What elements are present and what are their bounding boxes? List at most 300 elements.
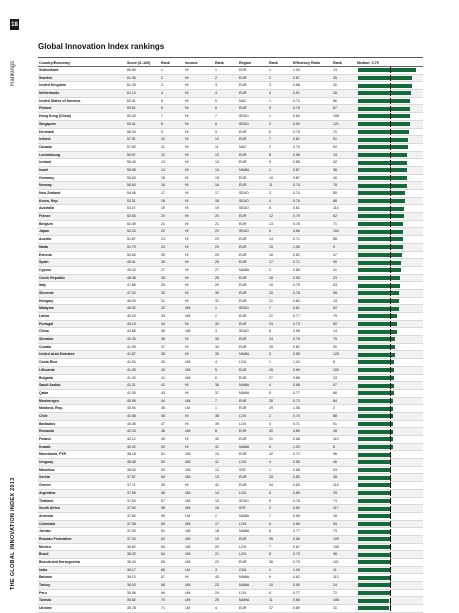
region-rank-cell: 29 — [268, 405, 292, 413]
income-rank-cell: 30 — [214, 289, 238, 297]
median-marker — [390, 83, 391, 89]
efficiency-ratio-cell: 0.79 — [292, 213, 332, 221]
efficiency-rank-cell: 18 — [332, 512, 356, 520]
region-rank-cell: 2 — [268, 143, 292, 151]
rank-cell: 11 — [160, 143, 184, 151]
region-rank-cell: 22 — [268, 313, 292, 321]
score-bar-cell — [356, 436, 423, 444]
efficiency-ratio-cell: 0.76 — [292, 105, 332, 113]
median-marker — [390, 106, 391, 112]
income-rank-cell: 24 — [214, 589, 238, 597]
income-rank-cell: 22 — [214, 228, 238, 236]
score-bar — [358, 414, 393, 418]
rank-cell: 13 — [160, 159, 184, 167]
country-cell: Latvia — [38, 313, 126, 321]
income-rank-cell: 1 — [214, 305, 238, 313]
table-row — [38, 159, 423, 167]
income-rank-cell: 26 — [214, 259, 238, 267]
region-rank-cell: 15 — [268, 243, 292, 251]
table-row — [38, 166, 423, 174]
efficiency-ratio-cell: 0.96 — [292, 151, 332, 159]
region-rank-cell: 30 — [268, 428, 292, 436]
efficiency-ratio-cell: 0.83 — [292, 474, 332, 482]
region-rank-cell: 19 — [268, 282, 292, 290]
efficiency-rank-cell: 8 — [332, 443, 356, 451]
efficiency-rank-cell: 100 — [332, 366, 356, 374]
efficiency-rank-cell: 28 — [332, 428, 356, 436]
score-bar — [358, 76, 412, 80]
score-cell: 56.57 — [126, 151, 160, 159]
efficiency-ratio-cell: 0.73 — [292, 397, 332, 405]
score-bar-cell — [356, 82, 423, 90]
rank-cell: 35 — [160, 328, 184, 336]
median-marker — [390, 459, 391, 465]
income-group-cell: HI — [184, 351, 214, 359]
score-cell: 35.96 — [126, 589, 160, 597]
header-score: Score (0–100) — [126, 59, 160, 67]
score-bar-cell — [356, 520, 423, 528]
region-rank-cell: 26 — [268, 366, 292, 374]
score-bar-track — [358, 76, 421, 80]
table-row — [38, 259, 423, 267]
efficiency-ratio-cell: 0.62 — [292, 574, 332, 582]
table-row — [38, 474, 423, 482]
country-cell: Austria — [38, 236, 126, 244]
table-row — [38, 528, 423, 536]
header-country: Country/Economy — [38, 59, 126, 67]
country-cell: Thailand — [38, 497, 126, 505]
table-row — [38, 220, 423, 228]
table-row — [38, 605, 423, 613]
table-row — [38, 389, 423, 397]
region-rank-cell: 7 — [268, 136, 292, 144]
score-cell: 37.60 — [126, 512, 160, 520]
region-rank-cell: 9 — [268, 159, 292, 167]
region-rank-cell: 2 — [268, 266, 292, 274]
country-cell: Mauritius — [38, 466, 126, 474]
median-marker — [390, 267, 391, 273]
income-group-cell: HI — [184, 412, 214, 420]
score-bar — [358, 545, 390, 549]
rank-cell: 50 — [160, 443, 184, 451]
score-bar — [358, 122, 410, 126]
score-bar-cell — [356, 313, 423, 321]
efficiency-rank-cell: 78 — [332, 182, 356, 190]
score-bar-track — [358, 514, 421, 518]
report-label: THE GLOBAL INNOVATION INDEX 2013 — [10, 477, 16, 590]
efficiency-ratio-cell: 0.75 — [292, 336, 332, 344]
region-rank-cell: 33 — [268, 474, 292, 482]
score-bar-track — [358, 553, 421, 557]
score-bar — [358, 314, 397, 318]
rank-cell: 49 — [160, 436, 184, 444]
score-cell: 40.33 — [126, 428, 160, 436]
score-bar-cell — [356, 366, 423, 374]
score-cell: 37.66 — [126, 489, 160, 497]
score-cell: 52.23 — [126, 228, 160, 236]
score-cell: 38.00 — [126, 466, 160, 474]
efficiency-ratio-cell: 0.98 — [292, 328, 332, 336]
income-group-cell: HI — [184, 190, 214, 198]
table-row — [38, 97, 423, 105]
median-marker — [390, 598, 391, 604]
table-row — [38, 451, 423, 459]
rank-cell: 17 — [160, 190, 184, 198]
region-cell: EUR — [238, 297, 268, 305]
region-cell: LCN — [238, 489, 268, 497]
score-bar — [358, 114, 410, 118]
median-marker — [390, 144, 391, 150]
table-row — [38, 443, 423, 451]
region-cell: LCN — [238, 359, 268, 367]
income-group-cell: HI — [184, 289, 214, 297]
country-cell: Estonia — [38, 251, 126, 259]
income-rank-cell: 4 — [214, 359, 238, 367]
score-bar-track — [358, 453, 421, 457]
region-rank-cell: 12 — [268, 213, 292, 221]
efficiency-rank-cell: 96 — [332, 451, 356, 459]
median-marker — [390, 444, 391, 450]
score-bar-track — [358, 314, 421, 318]
rank-cell: 7 — [160, 113, 184, 121]
efficiency-ratio-cell: 0.74 — [292, 412, 332, 420]
income-group-cell: HI — [184, 74, 214, 82]
income-group-cell: HI — [184, 259, 214, 267]
score-bar-track — [358, 353, 421, 357]
region-cell: EUR — [238, 243, 268, 251]
country-cell: Tunisia — [38, 597, 126, 605]
region-cell: SSF — [238, 505, 268, 513]
table-row — [38, 559, 423, 567]
median-marker — [390, 229, 391, 235]
region-cell: EUR — [238, 251, 268, 259]
efficiency-rank-cell: 75 — [332, 336, 356, 344]
median-marker — [390, 236, 391, 242]
efficiency-rank-cell: 88 — [332, 412, 356, 420]
score-bar-track — [358, 276, 421, 280]
rank-cell: 30 — [160, 289, 184, 297]
income-rank-cell: 1 — [214, 67, 238, 75]
country-cell: United Arab Emirates — [38, 351, 126, 359]
score-bar-track — [358, 337, 421, 341]
efficiency-rank-cell: 35 — [332, 74, 356, 82]
income-group-cell: HI — [184, 297, 214, 305]
country-cell: United States of America — [38, 97, 126, 105]
income-group-cell: HI — [184, 251, 214, 259]
region-rank-cell: 25 — [268, 343, 292, 351]
country-cell: South Africa — [38, 505, 126, 513]
median-marker — [390, 506, 391, 512]
country-cell: Moldova, Rep. — [38, 405, 126, 413]
efficiency-ratio-cell: 0.72 — [292, 451, 332, 459]
score-bar — [358, 268, 401, 272]
rank-cell: 4 — [160, 90, 184, 98]
score-bar-track — [358, 191, 421, 195]
table-row — [38, 412, 423, 420]
score-bar-cell — [356, 559, 423, 567]
rank-cell: 65 — [160, 559, 184, 567]
region-cell: EUR — [238, 82, 268, 90]
rank-cell: 43 — [160, 389, 184, 397]
efficiency-rank-cell: 40 — [332, 174, 356, 182]
region-rank-cell: 8 — [268, 151, 292, 159]
score-cell: 41.95 — [126, 343, 160, 351]
income-group-cell: UM — [184, 305, 214, 313]
median-marker — [390, 175, 391, 181]
score-bar-cell — [356, 190, 423, 198]
score-bar-track — [358, 68, 421, 72]
header-row — [38, 59, 423, 67]
score-bar-track — [358, 368, 421, 372]
income-rank-cell: 13 — [214, 474, 238, 482]
region-cell: CSA — [238, 566, 268, 574]
income-rank-cell: 40 — [214, 436, 238, 444]
rank-cell: 69 — [160, 589, 184, 597]
country-cell: Luxembourg — [38, 151, 126, 159]
region-cell: EUR — [238, 128, 268, 136]
income-group-cell: HI — [184, 205, 214, 213]
table-row — [38, 90, 423, 98]
score-cell: 57.60 — [126, 143, 160, 151]
region-rank-cell: 8 — [268, 551, 292, 559]
score-cell: 54.46 — [126, 190, 160, 198]
efficiency-rank-cell: 72 — [332, 589, 356, 597]
median-marker — [390, 390, 391, 396]
country-cell: Armenia — [38, 512, 126, 520]
score-bar-cell — [356, 466, 423, 474]
income-group-cell: HI — [184, 67, 214, 75]
score-cell: 42.25 — [126, 336, 160, 344]
efficiency-rank-cell: 84 — [332, 397, 356, 405]
score-cell: 36.24 — [126, 559, 160, 567]
score-bar-cell — [356, 251, 423, 259]
score-cell: 53.07 — [126, 205, 160, 213]
region-cell: NAWA — [238, 351, 268, 359]
rank-cell: 3 — [160, 82, 184, 90]
region-cell: EUR — [238, 213, 268, 221]
region-rank-cell: 1 — [268, 466, 292, 474]
efficiency-ratio-cell: 0.81 — [292, 305, 332, 313]
income-rank-cell: 24 — [214, 243, 238, 251]
region-cell: EUR — [238, 289, 268, 297]
score-bar — [358, 207, 404, 211]
header-region-rank: Rank — [268, 59, 292, 67]
table-row — [38, 566, 423, 574]
rank-cell: 57 — [160, 497, 184, 505]
country-cell: Peru — [38, 589, 126, 597]
score-bar-cell — [356, 120, 423, 128]
score-bar-track — [358, 99, 421, 103]
efficiency-rank-cell: 79 — [332, 313, 356, 321]
table-row — [38, 197, 423, 205]
table-row — [38, 105, 423, 113]
table-row — [38, 128, 423, 136]
country-cell: Malta — [38, 243, 126, 251]
country-cell: Turkey — [38, 582, 126, 590]
efficiency-ratio-cell: 0.82 — [292, 343, 332, 351]
score-bar — [358, 261, 401, 265]
rank-cell: 68 — [160, 582, 184, 590]
page-number: 18 — [10, 19, 19, 30]
score-bar — [358, 576, 390, 580]
efficiency-rank-cell: 51 — [332, 136, 356, 144]
efficiency-rank-cell: 23 — [332, 274, 356, 282]
score-bar-cell — [356, 289, 423, 297]
efficiency-ratio-cell: 1.08 — [292, 405, 332, 413]
score-bar-cell — [356, 182, 423, 190]
income-rank-cell: 19 — [214, 535, 238, 543]
efficiency-ratio-cell: 0.66 — [292, 228, 332, 236]
income-rank-cell: 13 — [214, 159, 238, 167]
table-row — [38, 282, 423, 290]
median-marker — [390, 436, 391, 442]
score-bar-cell — [356, 374, 423, 382]
score-cell: 53.31 — [126, 197, 160, 205]
score-bar-cell — [356, 205, 423, 213]
income-group-cell: UM — [184, 551, 214, 559]
income-group-cell: HI — [184, 174, 214, 182]
efficiency-ratio-cell: 0.89 — [292, 605, 332, 613]
income-group-cell: HI — [184, 336, 214, 344]
score-bar — [358, 291, 399, 295]
income-group-cell: UM — [184, 397, 214, 405]
country-cell: Uruguay — [38, 459, 126, 467]
region-rank-cell: 8 — [268, 528, 292, 536]
income-group-cell: HI — [184, 213, 214, 221]
rankings-table — [38, 59, 423, 613]
efficiency-ratio-cell: 0.64 — [292, 113, 332, 121]
score-bar-track — [358, 483, 421, 487]
score-bar — [358, 145, 408, 149]
score-bar-cell — [356, 97, 423, 105]
score-cell: 55.83 — [126, 174, 160, 182]
efficiency-rank-cell: 123 — [332, 351, 356, 359]
country-cell: Finland — [38, 105, 126, 113]
region-cell: EUR — [238, 428, 268, 436]
income-rank-cell: 16 — [214, 505, 238, 513]
median-marker — [390, 298, 391, 304]
efficiency-ratio-cell: 0.76 — [292, 128, 332, 136]
score-cell: 59.43 — [126, 113, 160, 121]
score-cell: 58.34 — [126, 128, 160, 136]
income-rank-cell: 28 — [214, 274, 238, 282]
score-bar-cell — [356, 382, 423, 390]
score-bar-track — [358, 322, 421, 326]
income-group-cell: HI — [184, 482, 214, 490]
score-cell: 61.25 — [126, 82, 160, 90]
rank-cell: 59 — [160, 512, 184, 520]
table-row — [38, 182, 423, 190]
region-rank-cell: 18 — [268, 274, 292, 282]
median-marker — [390, 367, 391, 373]
table-row — [38, 328, 423, 336]
income-rank-cell: 9 — [214, 128, 238, 136]
region-cell: LCN — [238, 420, 268, 428]
header-income-rank: Rank — [214, 59, 238, 67]
efficiency-rank-cell: 113 — [332, 574, 356, 582]
rank-cell: 33 — [160, 313, 184, 321]
table-row — [38, 113, 423, 121]
efficiency-rank-cell: 74 — [332, 497, 356, 505]
rank-cell: 5 — [160, 97, 184, 105]
median-marker — [390, 529, 391, 535]
region-cell: SEAO — [238, 120, 268, 128]
score-cell: 35.78 — [126, 605, 160, 613]
score-bar-track — [358, 576, 421, 580]
score-bar-cell — [356, 535, 423, 543]
score-bar-cell — [356, 213, 423, 221]
income-rank-cell: 33 — [214, 336, 238, 344]
score-bar — [358, 330, 397, 334]
efficiency-ratio-cell: 0.77 — [292, 528, 332, 536]
country-cell: Belgium — [38, 220, 126, 228]
income-group-cell: UM — [184, 520, 214, 528]
score-bar-track — [358, 161, 421, 165]
efficiency-ratio-cell: 0.87 — [292, 166, 332, 174]
score-bar-track — [358, 476, 421, 480]
score-bar-track — [358, 138, 421, 142]
score-bar-track — [358, 291, 421, 295]
efficiency-rank-cell: 50 — [332, 343, 356, 351]
median-marker — [390, 121, 391, 127]
region-cell: NAWA — [238, 582, 268, 590]
median-marker — [390, 582, 391, 588]
country-cell: Bulgaria — [38, 374, 126, 382]
rank-cell: 71 — [160, 605, 184, 613]
region-cell: SEAO — [238, 328, 268, 336]
income-group-cell: HI — [184, 136, 214, 144]
score-bar-cell — [356, 74, 423, 82]
median-marker — [390, 283, 391, 289]
efficiency-rank-cell: 29 — [332, 489, 356, 497]
country-cell: Slovakia — [38, 336, 126, 344]
table-row — [38, 466, 423, 474]
score-cell: 59.41 — [126, 120, 160, 128]
region-rank-cell: 1 — [268, 359, 292, 367]
score-bar-cell — [356, 605, 423, 613]
region-rank-cell: 5 — [268, 205, 292, 213]
score-cell: 37.87 — [126, 474, 160, 482]
rank-cell: 10 — [160, 136, 184, 144]
income-rank-cell: 21 — [214, 551, 238, 559]
score-cell: 66.59 — [126, 67, 160, 75]
title-rule — [38, 57, 423, 58]
efficiency-rank-cell: 110 — [332, 436, 356, 444]
income-rank-cell: 36 — [214, 382, 238, 390]
country-cell: India — [38, 566, 126, 574]
score-bar-track — [358, 445, 421, 449]
country-cell: Argentina — [38, 489, 126, 497]
rank-cell: 47 — [160, 420, 184, 428]
score-bar-track — [358, 261, 421, 265]
efficiency-rank-cell: 36 — [332, 166, 356, 174]
score-bar-track — [358, 407, 421, 411]
median-marker — [390, 352, 391, 358]
median-marker — [390, 113, 391, 119]
income-rank-cell: 35 — [214, 351, 238, 359]
score-bar — [358, 107, 410, 111]
score-cell: 37.63 — [126, 497, 160, 505]
income-group-cell: HI — [184, 274, 214, 282]
table-row — [38, 343, 423, 351]
score-bar-track — [358, 184, 421, 188]
score-bar — [358, 299, 399, 303]
score-bar — [358, 237, 403, 241]
country-cell: Chile — [38, 412, 126, 420]
median-marker — [390, 67, 391, 73]
efficiency-rank-cell: 67 — [332, 105, 356, 113]
efficiency-rank-cell: 109 — [332, 535, 356, 543]
